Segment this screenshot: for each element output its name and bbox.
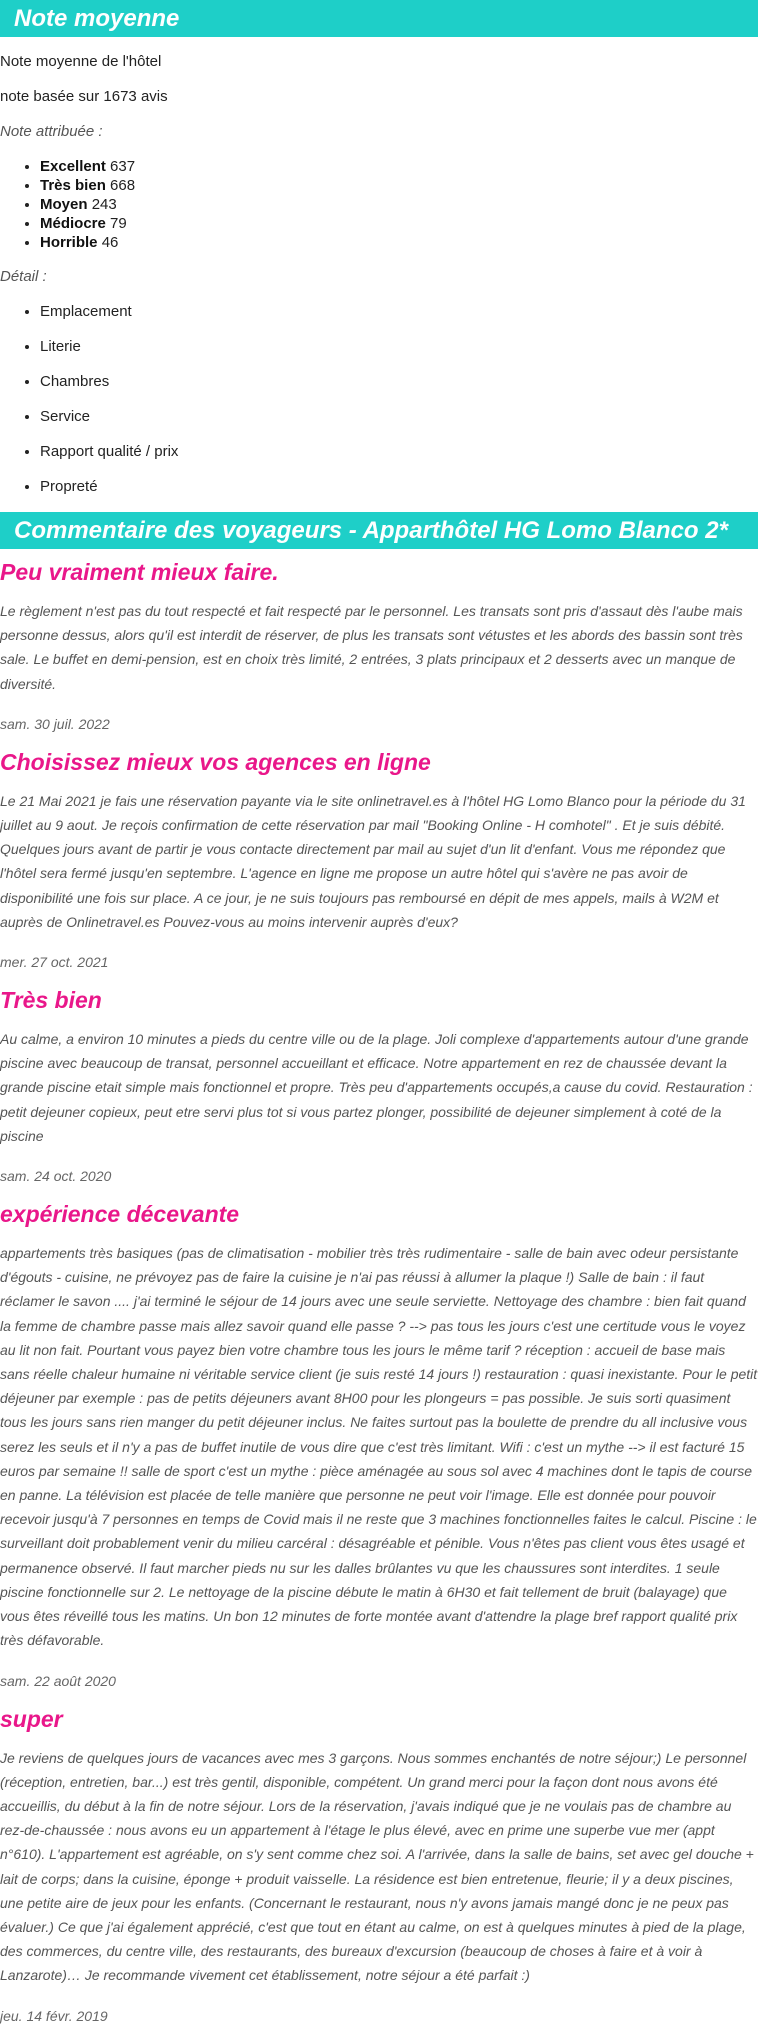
review-body: Je reviens de quelques jours de vacances avec mes 3 garçons. Nous sommes enchantés de notre séjour;) Le personnel (réception, entretien, bar...) est très gentil, disponible, compétent. Un grand merci pour la façon dont nous avons été accueillis, du début à la fin de notre séjour. Lors de la réservation, j'avais indiqué que je ne voulais pas de chambre au rez-de-chaussée : nous avons eu un appartement à l'étage le plus élevé, avec en prime une superbe vue mer (appt n°610). L'appartement est agréable, on s'y sent comme chez soi. A l'arrivée, dans la salle de bains, set avec gel douche + lait de corps; dans la cuisine, éponge + produit vaisselle. La résidence est bien entretenue, fleurie; il y a deux piscines, une petite aire de jeux pour les enfants. (Concernant le restaurant, nous n'y avons jamais mangé donc je ne peux pas évaluer.) Ce que j'ai également apprécié, c'est que tout en étant au calme, on est à quelques minutes à pied de la plage, des commerces, du centre ville, des restaurants, des bureaux d'excursion (beaucoup de choses à faire et à voir à Lanzarote)… Je recommande vivement cet établissement, notre séjour a été parfait :) — [0, 1749, 754, 1984]
review — [0, 1199, 758, 1690]
rating-name: Moyen — [40, 196, 88, 213]
review-title: Choisissez mieux vos agences en ligne — [0, 748, 431, 775]
review-title: Peu vraiment mieux faire. — [0, 559, 279, 585]
rating-count: 243 — [91, 196, 117, 213]
review-title: expérience décevante — [0, 1201, 240, 1228]
rating-count: 79 — [110, 215, 127, 232]
rating-item — [40, 157, 758, 176]
review — [0, 557, 758, 734]
review-date: mer. 27 oct. 2021 — [0, 954, 109, 971]
reviews-section — [0, 512, 758, 2026]
rating-name: Excellent — [40, 158, 106, 175]
rating-count: 637 — [110, 158, 136, 175]
ratings-list — [0, 157, 758, 252]
review-body: appartements très basiques (pas de climatisation - mobilier très très rudimentaire - salle de bain avec odeur persistante d'égouts - cuisine, ne prévoyez pas de faire la cuisine je n'ai pas réussi à allumer la plaque !) Salle de bain : il faut réclamer le savon .... j'ai terminé le séjour de 14 jours avec une seule serviette. Nettoyage des chambre : bien fait quand la femme de chambre passe mais allez savoir quand elle passe ? --> pas tous les jours c'est une certitude vous le voyez au lit non fait. Pourtant vous payez bien votre chambre tous les jours le même tarif ? réception : accueil de base mais sans réelle chaleur humaine ni véritable service client (je suis resté 14 jours !) restauration : quasi inexistante. Pour le petit déjeuner par exemple : pas de petits déjeuners avant 8H00 pour les plongeurs = pas possible. Je suis sorti quasiment tous les jours sans rien manger du petit déjeuner inclus. Ne faites surtout pas la boulette de prendre du all inclusive vous serez les seuls et il n'y a pas de buffet inutile de vous dire que c'est très limitant. Wifi : c'est un mythe --> il est facturé 15 euros par semaine !! salle de sport c'est un mythe : pièce aménagée au sous sol avec 4 machines dont le tapis de course en panne. La télévision est placée de telle manière que personne ne peut voir l'image. Elle est donnée pour pouvoir recevoir jusqu'à 7 personnes en temps de Covid mais il ne reste que 3 machines fonctionnelles faites le calcul. Piscine : le surveillant doit probablement venir du milieu carcéral : désagréable et pénible. Vous n'êtes pas client vous êtes usagé et permanence observé. Il faut marcher pieds nu sur les dalles brûlantes vu que les chaussures sont interdites. 1 seule piscine fonctionnelle sur 2. Le nettoyage de la piscine débute le matin à 6H30 et fait tellement de bruit (balayage) que vous êtes réveillé tous les matins. Un bon 12 minutes de forte montée avant d'attendre la plage bref rapport qualité prix très défavorable. — [0, 1245, 758, 1649]
review — [0, 747, 758, 972]
review-date: sam. 22 août 2020 — [0, 1672, 116, 1689]
rating-name: Horrible — [40, 234, 98, 251]
review-body: Le 21 Mai 2021 je fais une réservation payante via le site onlinetravel.es à l'hôtel HG Lomo Blanco pour la période du 31 juillet au 9 aout. Je reçois confirmation de cette réservation par mail "Booking Online - H comhotel" . Et je suis débité. Quelques jours avant de partir je vous contacte directement par mail au sujet d'un lit d'enfant. Vous me répondez que l'hôtel sera fermé jusqu'en septembre. L'agence en ligne me propose un autre hôtel qui s'avère ne pas avoir de disponibilité une fois sur place. A ce jour, je ne suis toujours pas remboursé en dépit de mes appels, mails à W2M et auprès de Onlinetravel.es Pouvez-vous au moins intervenir auprès d'eux? — [0, 792, 746, 930]
review — [0, 985, 758, 1186]
review-date: sam. 30 juil. 2022 — [0, 715, 110, 732]
note-section-title: Note moyenne — [0, 0, 758, 37]
review — [0, 1704, 758, 2026]
reviews-section-title: Commentaire des voyageurs - Apparthôtel HG Lomo Blanco 2* — [0, 512, 758, 549]
rating-item — [40, 233, 758, 252]
rating-item — [40, 176, 758, 195]
review-body: Au calme, a environ 10 minutes a pieds du centre ville ou de la plage. Joli complexe d'appartements autour d'une grande piscine avec beaucoup de transat, personnel accueillant et efficace. Notre appartement en rez de chaussée devant la grande piscine etait simple mais fonctionnel et propre. Très peu d'appartements occupés,a cause du covid. Restauration : petit dejeuner copieux, peut etre servi plus tot si vous partez plonger, possibilité de dejeuner simplement à coté de la piscine — [0, 1031, 753, 1144]
details-list — [0, 302, 758, 497]
review-date: sam. 24 oct. 2020 — [0, 1168, 112, 1185]
rating-count: 46 — [101, 234, 119, 251]
rating-count: 668 — [110, 177, 136, 194]
rating-label: Note attribuée : — [0, 123, 103, 140]
note-section — [0, 0, 758, 497]
review-date: jeu. 14 févr. 2019 — [0, 2007, 108, 2024]
detail-item: • Service — [40, 407, 758, 427]
rating-name: Médiocre — [40, 215, 106, 232]
rating-item — [40, 195, 758, 214]
detail-item: • Rapport qualité / prix — [40, 442, 758, 462]
hotel-average-label: Note moyenne de l'hôtel — [0, 53, 162, 70]
review-body: Le règlement n'est pas du tout respecté et fait respecté par le personnel. Les transats sont pris d'assaut dès l'aube mais personne dessus, alors qu'il est interdit de réserver, de plus les transats sont vétustes et les abords des bassin sont très sale. Le buffet en demi-pension, est en choix très limité, 2 entrées, 3 plats principaux et 2 desserts avec un manque de diversité. — [0, 603, 743, 692]
detail-item: • Chambres — [40, 372, 758, 392]
review-title: super — [0, 1705, 63, 1732]
detail-item: • Literie — [40, 337, 758, 357]
detail-item: • Emplacement — [40, 302, 758, 322]
review-title: Très bien — [0, 987, 102, 1014]
rating-item — [40, 214, 758, 233]
detail-label: Détail : — [0, 268, 47, 285]
rating-name: Très bien — [40, 177, 106, 194]
detail-item: • Propreté — [40, 477, 758, 497]
review-count-text: note basée sur 1673 avis — [0, 88, 168, 105]
